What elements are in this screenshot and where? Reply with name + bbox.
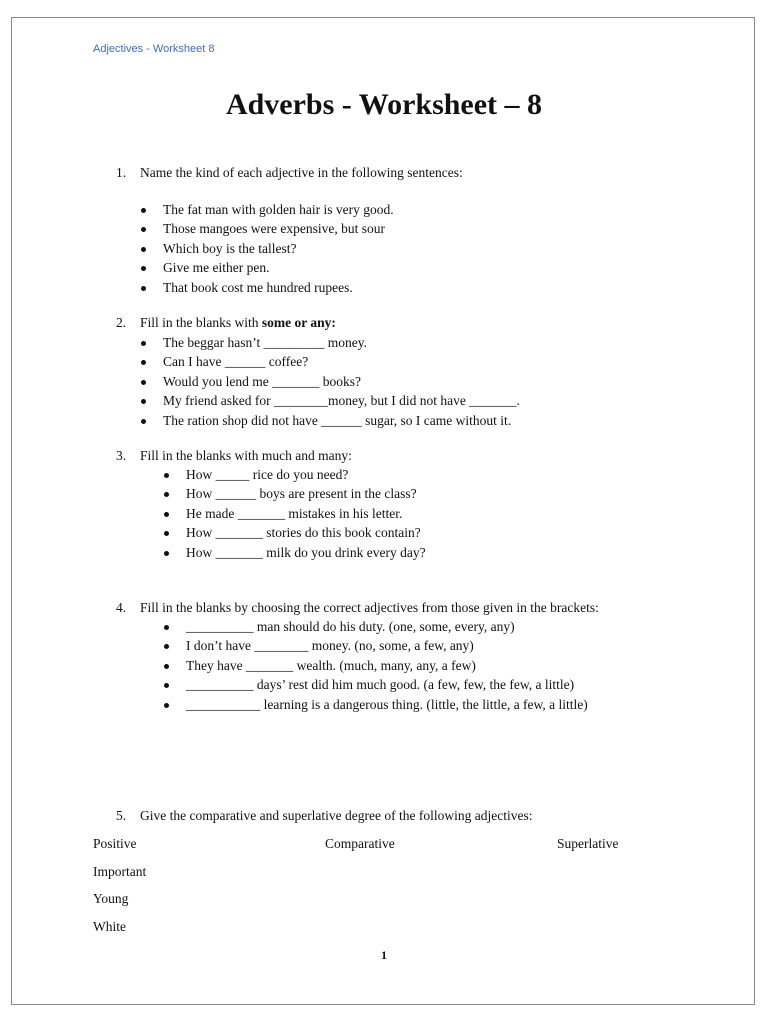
question-number: 3. — [116, 448, 127, 463]
list-item: How ______ boys are present in the class? — [163, 484, 426, 503]
question-text: Fill in the blanks by choosing the correct adjectives from those given in the brackets: — [140, 600, 599, 615]
list-item: He made _______ mistakes in his letter. — [163, 504, 426, 523]
list-item: The fat man with golden hair is very good. — [140, 200, 394, 219]
list-item: Can I have ______ coffee? — [140, 352, 520, 371]
list-item: The ration shop did not have ______ sugar, so I came without it. — [140, 411, 520, 430]
question-4 — [116, 600, 599, 616]
list-item: That book cost me hundred rupees. — [140, 278, 394, 297]
list-item: __________ man should do his duty. (one, some, every, any) — [163, 617, 588, 636]
question-2 — [116, 315, 336, 331]
table-row-label: White — [93, 919, 126, 934]
list-item: How _______ stories do this book contain? — [163, 523, 426, 542]
list-item: ___________ learning is a dangerous thing. (little, the little, a few, a little) — [163, 695, 588, 714]
column-header-superlative: Superlative — [557, 836, 619, 851]
question-1 — [116, 165, 463, 181]
list-item: How _______ milk do you drink every day? — [163, 543, 426, 562]
page-number: 1 — [381, 948, 387, 962]
question-emphasis: some or any: — [261, 315, 336, 330]
column-header-positive: Positive — [93, 836, 137, 851]
question-text: Fill in the blanks with much and many: — [140, 448, 352, 463]
question-3 — [116, 448, 352, 464]
question-number: 4. — [116, 600, 127, 615]
table-row-label: Young — [93, 891, 129, 906]
list-item: My friend asked for ________money, but I did not have _______. — [140, 391, 520, 410]
list-item: Which boy is the tallest? — [140, 239, 394, 258]
question-number: 5. — [116, 808, 127, 823]
question-text: Fill in the blanks with — [140, 315, 262, 330]
question-2-list — [140, 333, 520, 430]
list-item: I don’t have ________ money. (no, some, a few, any) — [163, 636, 588, 655]
list-item: The beggar hasn’t _________ money. — [140, 333, 520, 352]
question-number: 1. — [116, 165, 127, 180]
list-item: __________ days’ rest did him much good. (a few, few, the few, a little) — [163, 675, 588, 694]
question-number: 2. — [116, 315, 127, 330]
list-item: Give me either pen. — [140, 258, 394, 277]
question-text: Give the comparative and superlative degree of the following adjectives: — [140, 808, 533, 823]
list-item: Those mangoes were expensive, but sour — [140, 219, 394, 238]
list-item: Would you lend me _______ books? — [140, 372, 520, 391]
question-text: Name the kind of each adjective in the following sentences: — [140, 165, 463, 180]
list-item: They have _______ wealth. (much, many, any, a few) — [163, 656, 588, 675]
question-3-list — [163, 465, 426, 562]
list-item: How _____ rice do you need? — [163, 465, 426, 484]
page-title: Adverbs - Worksheet – 8 — [225, 88, 543, 121]
table-row-label: Important — [93, 864, 147, 879]
question-4-list — [163, 617, 588, 714]
column-header-comparative: Comparative — [325, 836, 395, 851]
question-5 — [116, 808, 532, 824]
running-header: Adjectives - Worksheet 8 — [93, 43, 215, 55]
question-1-list — [140, 200, 394, 297]
